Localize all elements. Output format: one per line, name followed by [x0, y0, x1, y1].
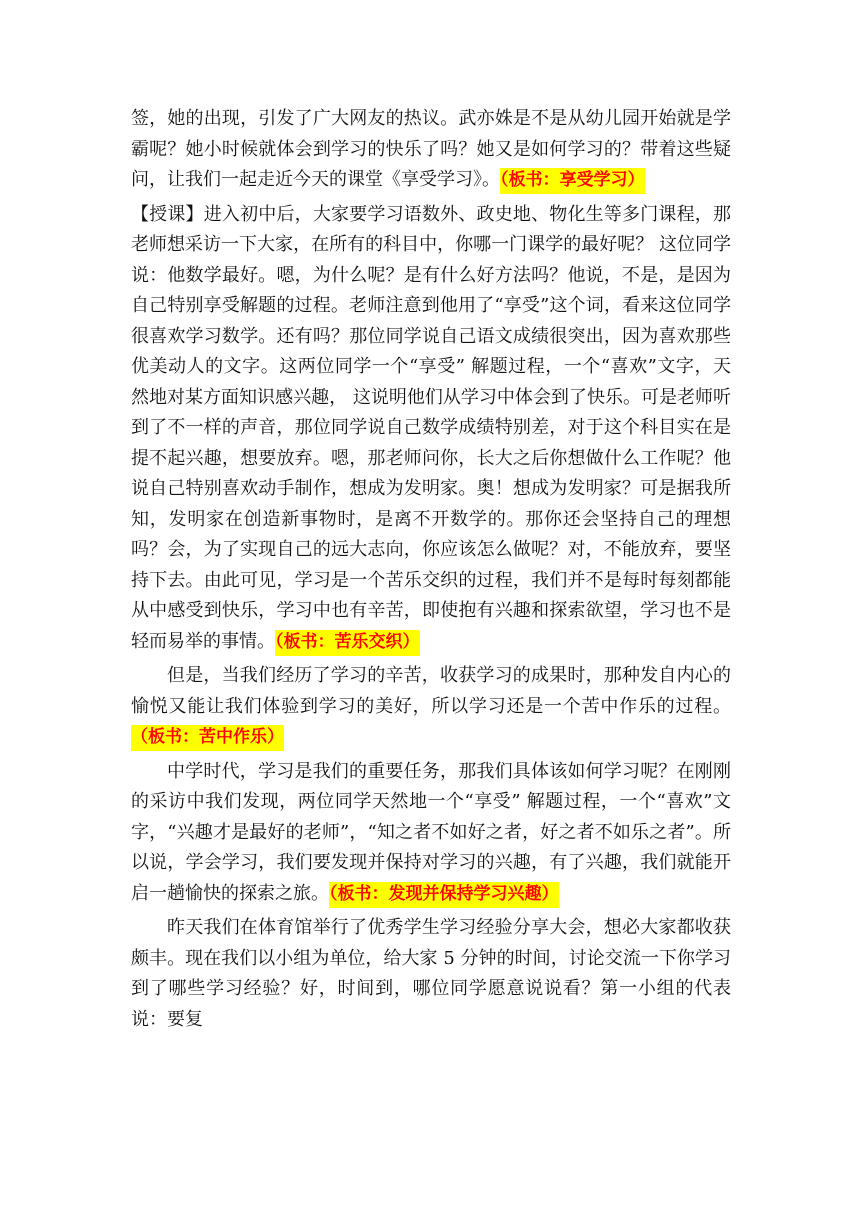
blackboard-note: （板书：苦乐交织）	[275, 630, 420, 656]
blackboard-note: （板书：享受学习）	[500, 168, 645, 194]
paragraph-text: 【授课】进入初中后，大家要学习语数外、政史地、物化生等多门课程，那老师想采访一下大家，在所有的科目中，你哪一门课学的最好呢？ 这位同学说：他数学最好。嗯，为什么呢？是有什么好方法吗？他说，不是，是因为自己特别享受解题的过程。老师注意到他用了“享受”这个词，看来这位同学很喜欢学习数学。还有吗？那位同学说自己语文成绩很突出，因为喜欢那些优美动人的文字。这两位同学一个“享受” 解题过程，一个“喜欢”文字，天然地对某方面知识感兴趣， 这说明他们从学习中体会到了快乐。可是老师听到了不一样的声音，那位同学说自己数学成绩特别差，对于这个科目实在是提不起兴趣，想要放弃。嗯，那老师问你，长大之后你想做什么工作呢？他说自己特别喜欢动手制作，想成为发明家。奥！想成为发明家？可是据我所知，发明家在创造新事物时，是离不开数学的。那你还会坚持自己的理想吗？会，为了实现自己的远大志向，你应该怎么做呢？对，不能放弃，要坚持下去。由此可见，学习是一个苦乐交织的过程，我们并不是每时每刻都能从中感受到快乐，学习中也有辛苦，即使抱有兴趣和探索欲望，学习也不是轻而易举的事情。	[131, 203, 731, 652]
paragraph-text: 签，她的出现，引发了广大网友的热议。武亦姝是不是从幼儿园开始就是学霸呢？她小时候就体会到学习的快乐了吗？她又是如何学习的？带着这些疑问，让我们一起走近今天的课堂《享受学习》。	[131, 108, 731, 190]
paragraph-intro	[131, 104, 731, 196]
paragraph-text: 中学时代，学习是我们的重要任务，那我们具体该如何学习呢？在刚刚的采访中我们发现，两位同学天然地一个“享受” 解题过程，一个“喜欢”文字，“兴趣才是最好的老师”，“知之者不如好之者，好之者不如乐之者”。所以说，学会学习，我们要发现并保持对学习的兴趣，有了兴趣，我们就能开启一趟愉快的探索之旅。	[131, 760, 731, 904]
paragraph-text: 昨天我们在体育馆举行了优秀学生学习经验分享大会，想必大家都收获颇丰。现在我们以小组为单位，给大家 5 分钟的时间，讨论交流一下你学习到了哪些学习经验？好，时间到，哪位同学愿意说说看？第一小组的代表说：要复	[131, 917, 731, 1030]
paragraph-sweet	[131, 661, 731, 753]
document-body	[131, 104, 731, 1035]
blackboard-note: （板书：发现并保持学习兴趣）	[329, 882, 559, 908]
paragraph-sharing	[131, 913, 731, 1035]
blackboard-note: （板书：苦中作乐）	[131, 725, 284, 751]
paragraph-lecture	[131, 200, 731, 658]
paragraph-interest	[131, 757, 731, 910]
paragraph-text: 但是，当我们经历了学习的辛苦，收获学习的成果时，那种发自内心的愉悦又能让我们体验到学习的美好，所以学习还是一个苦中作乐的过程。	[131, 665, 731, 717]
